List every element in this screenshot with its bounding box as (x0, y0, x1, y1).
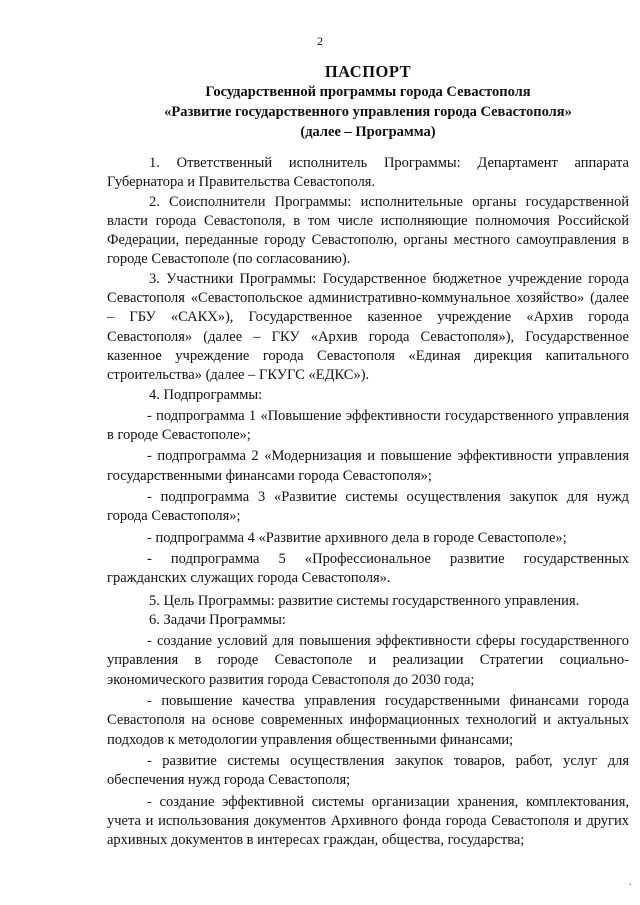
title-program-name-line: Государственной программы города Севастополя (205, 84, 531, 100)
list-item-subprogram-1: - подпрограмма 1 «Повышение эффективности государственного управления в городе Севастополе»; (107, 407, 629, 444)
list-item-subprogram-3: - подпрограмма 3 «Развитие системы осуществления закупок для нужд города Севастополя»; (107, 489, 629, 525)
page-number: 2 (317, 34, 323, 48)
document-title (107, 62, 629, 142)
paragraph-program-goal: 5. Цель Программы: развитие системы государственного управления. (149, 592, 580, 609)
list-item-task-3: - развитие системы осуществления закупок товаров, работ, услуг для обеспечения нужд города Севастополя; (107, 752, 629, 789)
list-item-subprogram-2: - подпрограмма 2 «Модернизация и повышение эффективности управления государственными финансами города Севастополя»; (107, 448, 629, 484)
list-item-task-4: - создание эффективной системы организации хранения, комплектования, учета и использования документов Архивного фонда города Севастополя и других архивных документов в интересах граждан, общества, государства; (107, 793, 629, 849)
title-abbreviation: (далее – Программа) (300, 124, 436, 140)
paragraph-tasks-heading: 6. Задачи Программы: (149, 611, 286, 628)
list-item-task-2: - повышение качества управления государственными финансами города Севастополя на основе современных информационных технологий и актуальных подходов к методологии управления общественными финансами; (107, 693, 629, 748)
title-program-quote: «Развитие государственного управления города Севастополя» (164, 104, 572, 120)
title-passport: ПАСПОРТ (324, 62, 412, 81)
paragraph-subprograms-heading: 4. Подпрограммы: (149, 386, 263, 403)
paragraph-responsible-executor: 1. Ответственный исполнитель Программы: Департамент аппарата Губернатора и Правительства Севастополя. (107, 155, 629, 191)
corner-mark: · (628, 880, 632, 891)
paragraph-participants: 3. Участники Программы: Государственное бюджетное учреждение города Севастополя «Севастопольское административно-коммунальное хозяйство» (далее – ГБУ «САКХ»), Государственное казенное учреждение «Архив города Севастополя» (далее – ГКУ «Архив города Севастополя»), Государственное казенное учреждение города Севастополя «Единая дирекция капитального строительства» (далее – ГКУГС «ЕДКС»). (107, 270, 629, 384)
list-item-task-1: - создание условий для повышения эффективности сферы государственного управления в городе Севастополе и реализации Стратегии социально-экономического развития города Севастополя до 2030 года; (107, 633, 629, 688)
paragraph-co-executors: 2. Соисполнители Программы: исполнительные органы государственной власти города Севастополя, в том числе исполняющие полномочия Российской Федерации, переданные городу Севастополю, органы местного самоуправления в городе Севастополе (по согласованию). (107, 193, 629, 268)
document-body (107, 154, 629, 850)
list-item-subprogram-4: - подпрограмма 4 «Развитие архивного дела в городе Севастополе»; (147, 529, 567, 546)
list-item-subprogram-5: - подпрограмма 5 «Профессиональное развитие государственных гражданских служащих города Севастополя». (107, 550, 629, 587)
